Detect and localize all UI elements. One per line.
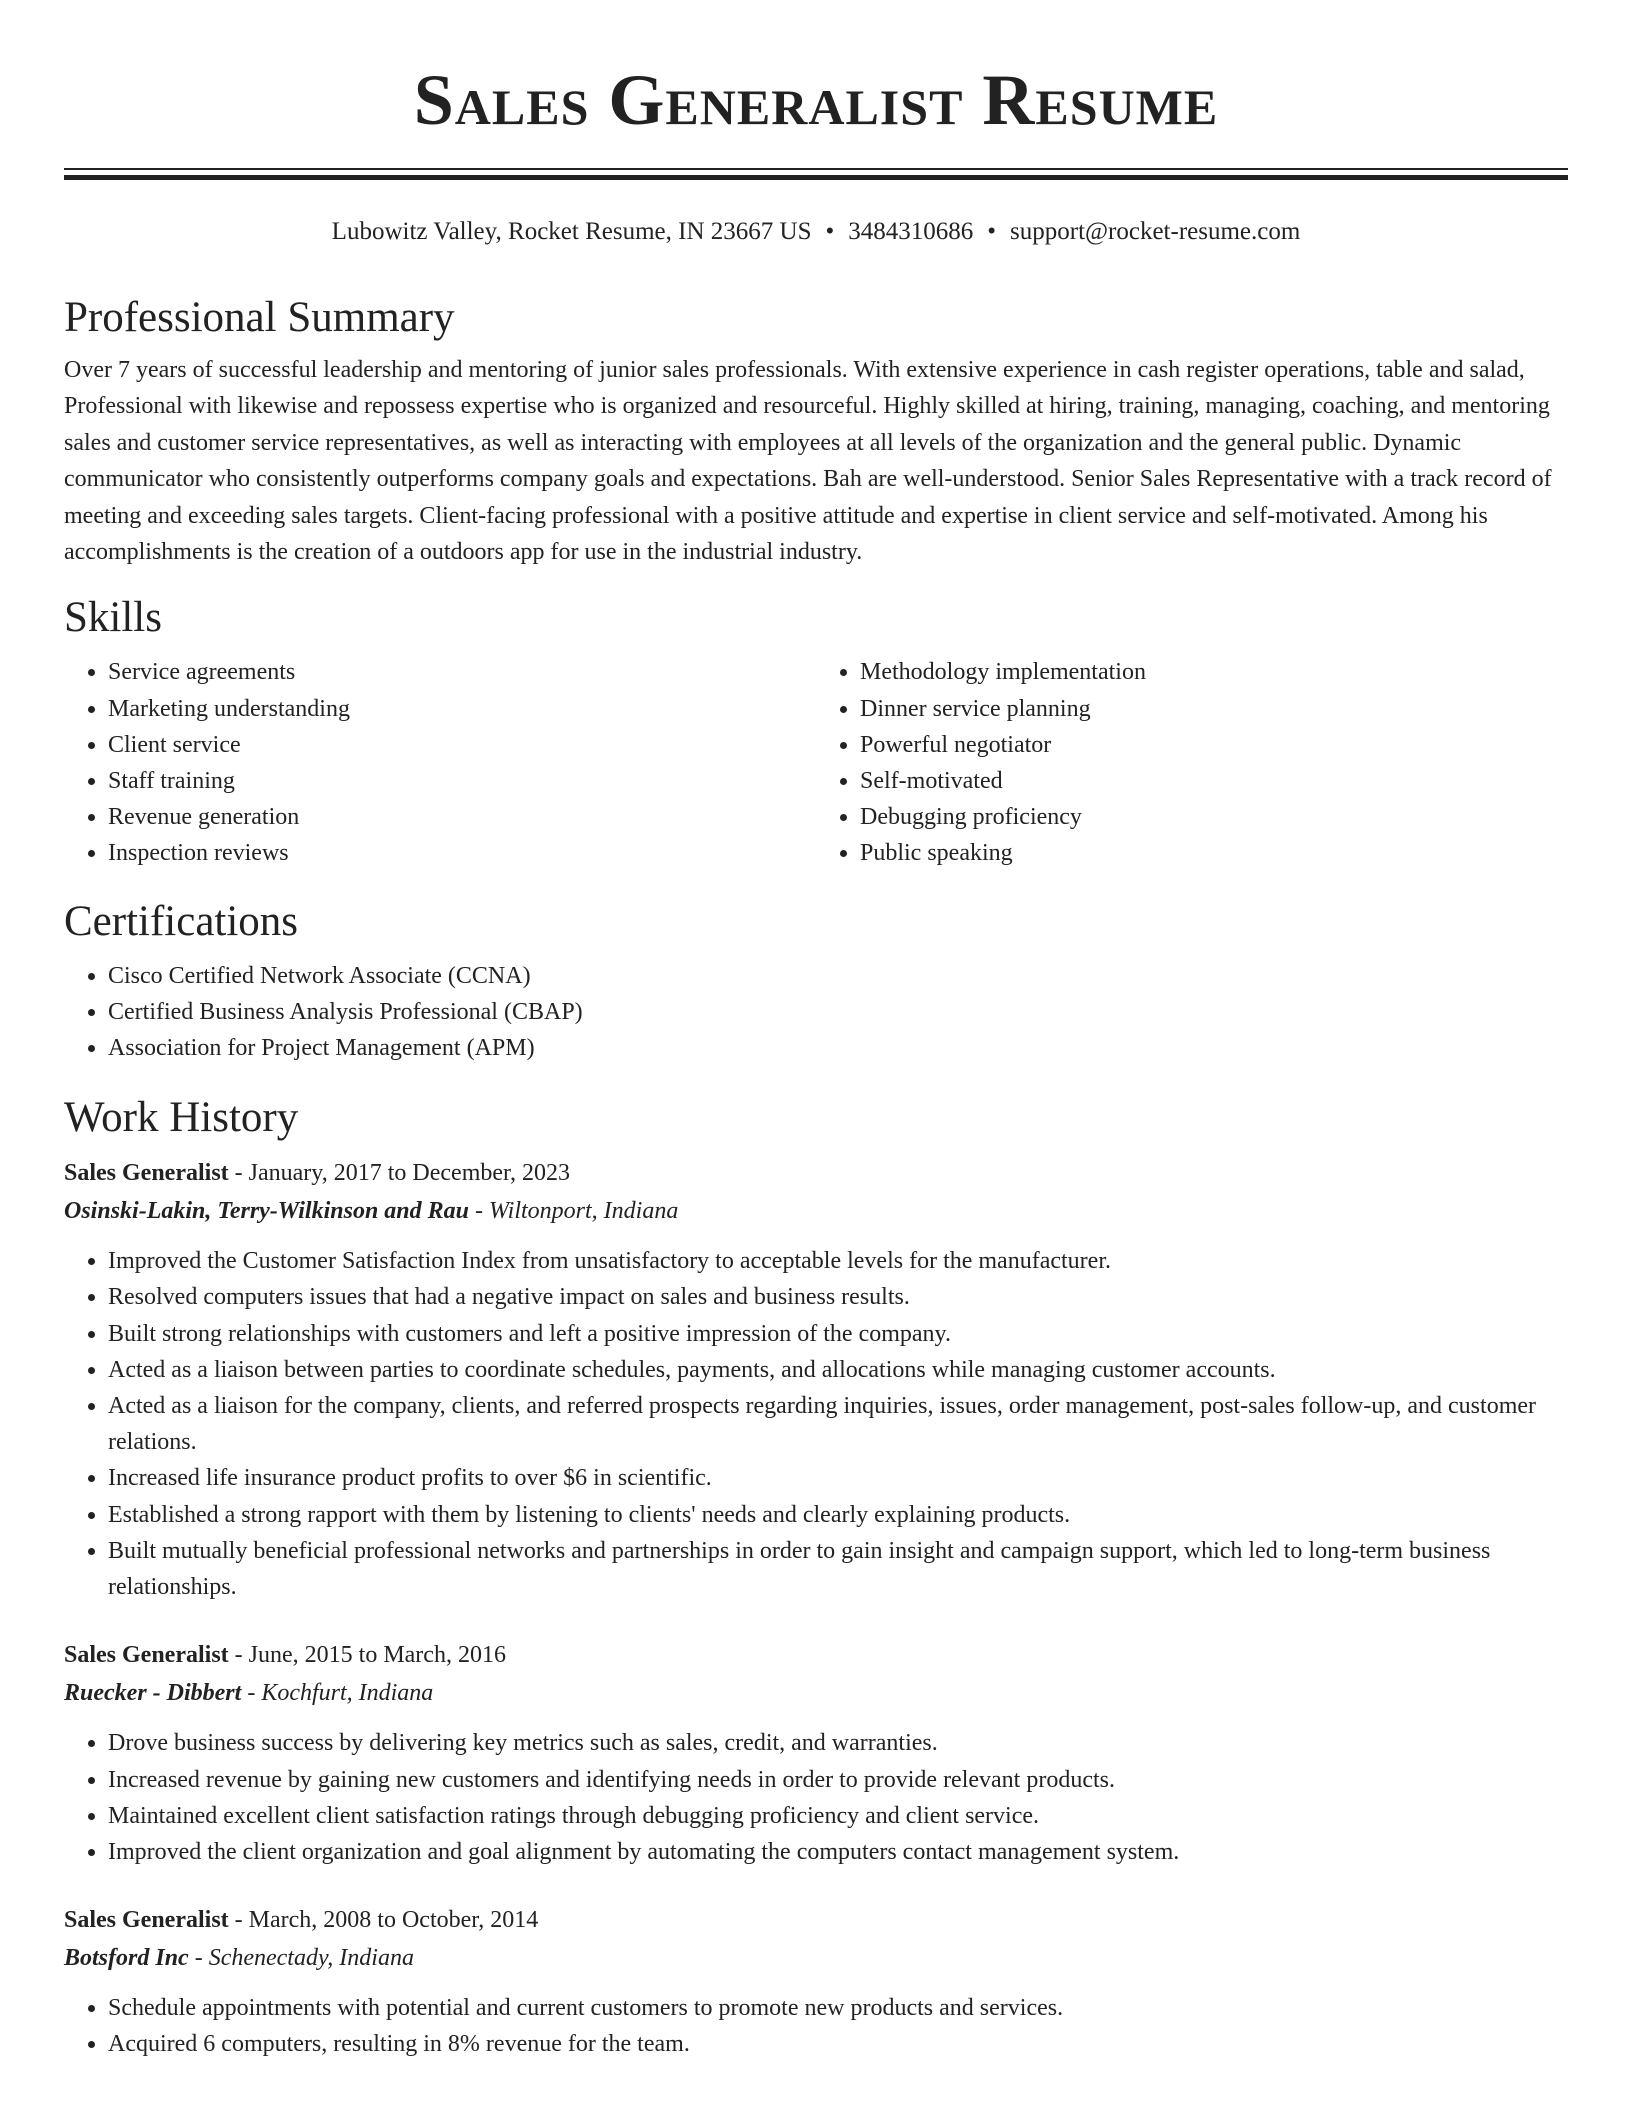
job-location: Kochfurt, Indiana: [261, 1680, 434, 1707]
job-company-line: [64, 1192, 1568, 1230]
job-bullets: [64, 1725, 1568, 1870]
job-company-line: [64, 1939, 1568, 1977]
job-entry: [64, 1901, 1568, 2062]
skill-item: • Service agreements: [108, 654, 816, 690]
job-bullet: • Built strong relationships with customers and left a positive impression of the company.: [108, 1316, 1568, 1352]
job-dash: -: [188, 1945, 209, 1972]
job-bullet: • Maintained excellent client satisfaction ratings through debugging proficiency and client service.: [108, 1798, 1568, 1834]
job-bullets: [64, 1990, 1568, 2062]
certifications-list: [64, 958, 1568, 1067]
skill-item: • Debugging proficiency: [860, 799, 1568, 835]
skills-list-left: [64, 654, 816, 871]
skill-item: • Methodology implementation: [860, 654, 1568, 690]
skill-item: • Marketing understanding: [108, 691, 816, 727]
job-location: Wiltonport, Indiana: [489, 1198, 679, 1225]
job-entry: [64, 1636, 1568, 1870]
certifications-heading: Certifications: [64, 897, 299, 945]
contact-line: [0, 216, 1632, 248]
contact-email: support@rocket-resume.com: [1010, 218, 1301, 245]
job-dates: March, 2008 to October, 2014: [248, 1907, 539, 1934]
job-bullet: • Improved the Customer Satisfaction Index from unsatisfactory to acceptable levels for the manufacturer.: [108, 1243, 1568, 1279]
skill-item: • Revenue generation: [108, 799, 816, 835]
job-dates: June, 2015 to March, 2016: [248, 1642, 506, 1669]
contact-separator: •: [987, 218, 997, 245]
job-bullet: • Increased revenue by gaining new customers and identifying needs in order to provide relevant products.: [108, 1762, 1568, 1798]
job-title: Sales Generalist: [64, 1642, 229, 1669]
job-company: Osinski-Lakin, Terry-Wilkinson and Rau: [64, 1198, 469, 1225]
skill-item: • Inspection reviews: [108, 835, 816, 871]
certification-item: • Certified Business Analysis Professional (CBAP): [108, 994, 1568, 1030]
certifications-section: [64, 894, 1568, 1067]
resume-content: [64, 290, 1568, 2063]
job-dash: -: [228, 1160, 249, 1187]
job-bullet: • Resolved computers issues that had a negative impact on sales and business results.: [108, 1279, 1568, 1315]
job-dash: -: [469, 1198, 489, 1225]
job-bullet: • Drove business success by delivering key metrics such as sales, credit, and warranties.: [108, 1725, 1568, 1761]
job-title-line: [64, 1636, 1568, 1674]
job-dates: January, 2017 to December, 2023: [248, 1160, 571, 1187]
job-bullet: • Increased life insurance product profits to over $6 in scientific.: [108, 1460, 1568, 1496]
job-title: Sales Generalist: [64, 1907, 229, 1934]
summary-heading: Professional Summary: [64, 294, 455, 341]
skill-item: • Public speaking: [860, 835, 1568, 871]
job-bullet: • Schedule appointments with potential and current customers to promote new products and services.: [108, 1990, 1568, 2026]
resume-title: Sales Generalist Resume: [413, 60, 1219, 140]
job-dash: -: [241, 1680, 262, 1707]
job-dash: -: [228, 1907, 249, 1934]
title-rule-thick: [64, 175, 1568, 180]
skill-item: • Self-motivated: [860, 763, 1568, 799]
summary-text: Over 7 years of successful leadership and mentoring of junior sales professionals. With extensive experience in cash register operations, table and salad, Professional with likewise and repossess expertise who is organized and resourceful. Highly skilled at hiring, training, managing, coaching, and mentoring sales and customer service representatives, as well as interacting with employees at all levels of the organization and the general public. Dynamic communicator who consistently outperforms company goals and expectations. Bah are well-understood. Senior Sales Representative with a track record of meeting and exceeding sales targets. Client-facing professional with a positive attitude and expertise in client service and self-motivated. Among his accomplishments is the creation of a outdoors app for use in the industrial industry.: [64, 357, 1552, 566]
skill-item: • Dinner service planning: [860, 691, 1568, 727]
contact-separator: •: [825, 218, 835, 245]
job-bullet: • Built mutually beneficial professional networks and partnerships in order to gain insight and campaign support, which led to long-term business relationships.: [108, 1533, 1568, 1605]
job-bullet: • Improved the client organization and goal alignment by automating the computers contact management system.: [108, 1834, 1568, 1870]
job-bullet: • Acted as a liaison for the company, clients, and referred prospects regarding inquiries, issues, order management, post-sales follow-up, and customer relations.: [108, 1388, 1568, 1460]
job-list: [64, 1154, 1568, 2062]
certification-item: • Cisco Certified Network Associate (CCNA): [108, 958, 1568, 994]
job-dash: -: [228, 1642, 249, 1669]
contact-address: Lubowitz Valley, Rocket Resume, IN 23667 US: [331, 218, 812, 245]
job-bullet: • Established a strong rapport with them by listening to clients' needs and clearly explaining products.: [108, 1497, 1568, 1533]
skill-item: • Staff training: [108, 763, 816, 799]
job-bullet: • Acquired 6 computers, resulting in 8% revenue for the team.: [108, 2026, 1568, 2062]
work-history-heading: Work History: [64, 1094, 299, 1142]
skills-heading: Skills: [64, 594, 162, 642]
job-title: Sales Generalist: [64, 1160, 229, 1187]
job-bullets: [64, 1243, 1568, 1605]
job-company: Ruecker - Dibbert: [64, 1680, 242, 1707]
job-location: Schenectady, Indiana: [208, 1945, 414, 1972]
job-title-line: [64, 1901, 1568, 1939]
certification-item: • Association for Project Management (APM): [108, 1030, 1568, 1066]
skills-section: [64, 590, 1568, 871]
skills-list-right: [816, 654, 1568, 871]
job-title-line: [64, 1154, 1568, 1192]
skills-columns: [64, 654, 1568, 871]
skill-item: • Powerful negotiator: [860, 727, 1568, 763]
work-history-section: [64, 1090, 1568, 2062]
job-company: Botsford Inc: [64, 1945, 189, 1972]
job-entry: [64, 1154, 1568, 1605]
skill-item: • Client service: [108, 727, 816, 763]
summary-section: [64, 290, 1568, 570]
contact-phone: 3484310686: [848, 218, 974, 245]
job-bullet: • Acted as a liaison between parties to coordinate schedules, payments, and allocations while managing customer accounts.: [108, 1352, 1568, 1388]
title-rule-thin: [64, 168, 1568, 170]
job-company-line: [64, 1674, 1568, 1712]
